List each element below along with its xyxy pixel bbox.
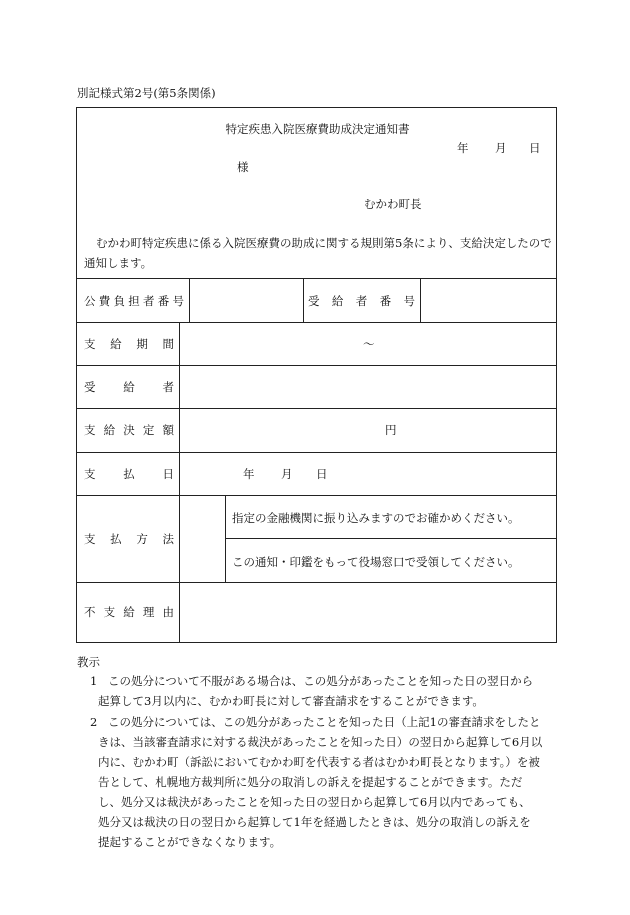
refusal-reason-value[interactable] [179, 582, 556, 642]
notice-item-number: 1 [90, 674, 98, 688]
method-option-bank-transfer: 指定の金融機関に振り込みますのでお確かめください。 [232, 511, 520, 525]
payday-day-label: 日 [316, 467, 328, 481]
notice-line: この処分については、この処分があったことを知った日（上記1の審査請求をしたと [108, 715, 541, 729]
notice-line: 処分又は裁決の日の翌日から起算して1年を経過したときは、処分の取消しの訴えを [98, 815, 531, 829]
public-burden-number-value[interactable] [189, 278, 303, 322]
public-burden-number-label: 公 費 負 担 者 番 号 [84, 294, 184, 308]
notice-line: 内に、むかわ町（訴訟においてむかわ町を代表する者はむかわ町長となります。）を被 [98, 755, 540, 769]
method-option-2-checkbox[interactable] [179, 538, 225, 582]
date-month-label: 月 [495, 141, 507, 155]
addressee-honorific: 様 [237, 160, 249, 174]
notice-line: し、処分又は裁決があったことを知った日の翌日から起算して6月以内であっても、 [98, 795, 531, 809]
document-title: 特定疾患入院医療費助成決定通知書 [225, 122, 410, 136]
recipient-label: 受 給 者 [84, 380, 174, 394]
method-option-counter-pickup: この通知・印鑑をもって役場窓口で受領してください。 [232, 555, 520, 569]
notice-line: この処分について不服がある場合は、この処分があったことを知った日の翌日から [108, 674, 534, 688]
payment-date-label: 支 払 日 [84, 467, 174, 481]
payday-month-label: 月 [281, 467, 293, 481]
recipient-value[interactable] [179, 365, 556, 408]
notice-form [76, 107, 557, 643]
form-number-label: 別記様式第2号(第5条関係) [77, 86, 216, 100]
intro-paragraph: むかわ町特定疾患に係る入院医療費の助成に関する規則第5条により、支給決定したので通知します。 [84, 236, 552, 270]
notice-line: 起算して3月以内に、むかわ町長に対して審査請求をすることができます。 [98, 694, 484, 708]
approved-amount-label: 支 給 決 定 額 [84, 423, 174, 437]
method-option-1-checkbox[interactable] [179, 495, 225, 538]
payday-year-label: 年 [243, 467, 255, 481]
notice-heading: 教示 [77, 655, 100, 669]
period-separator: ～ [363, 337, 375, 351]
refusal-reason-label: 不 支 給 理 由 [84, 605, 174, 619]
payment-method-label: 支 払 方 法 [84, 532, 174, 546]
date-year-label: 年 [457, 141, 469, 155]
notice-line: 告として、札幌地方裁判所に処分の取消しの訴えを提起することができます。ただ [98, 775, 523, 789]
issuer-name: むかわ町長 [364, 197, 422, 211]
recipient-number-label: 受 給 者 番 号 [308, 294, 415, 308]
notice-item-number: 2 [90, 715, 98, 729]
payment-period-label: 支 給 期 間 [84, 337, 174, 351]
recipient-number-value[interactable] [420, 278, 556, 322]
date-day-label: 日 [529, 141, 541, 155]
amount-yen-unit: 円 [385, 423, 397, 437]
notice-line: 提起することができなくなります。 [98, 835, 282, 849]
notice-line: きは、当該審査請求に対する裁決があったことを知った日）の翌日から起算して6月以 [98, 735, 543, 749]
